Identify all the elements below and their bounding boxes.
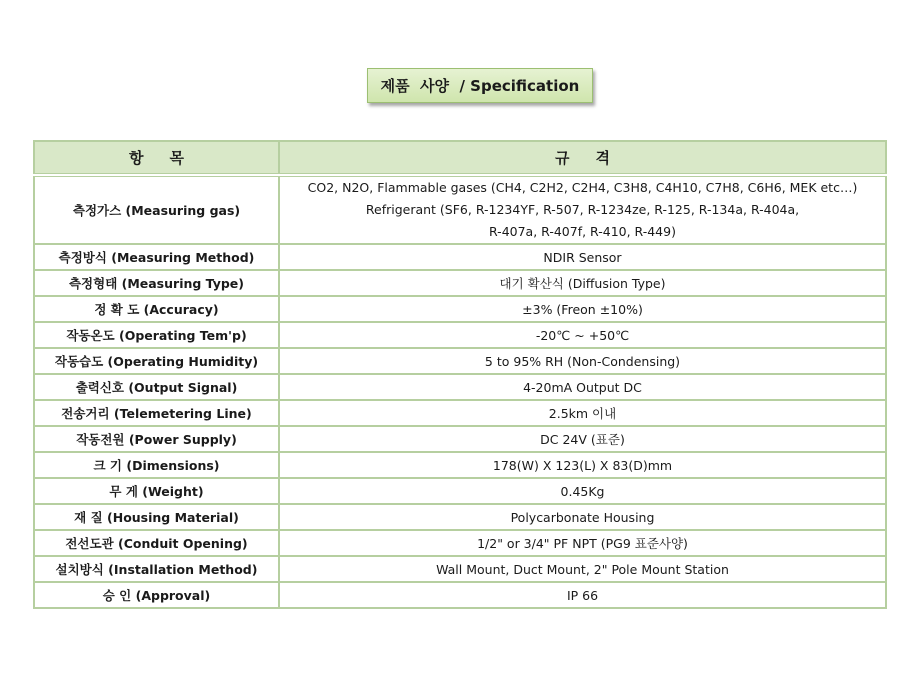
table-row bbox=[34, 478, 886, 504]
row-value: 0.45Kg bbox=[279, 478, 886, 504]
row-label: 승 인 (Approval) bbox=[34, 582, 279, 608]
table-row bbox=[34, 400, 886, 426]
row-label: 측정방식 (Measuring Method) bbox=[34, 244, 279, 270]
table-header bbox=[34, 141, 886, 175]
row-label: 측정형태 (Measuring Type) bbox=[34, 270, 279, 296]
table-row bbox=[34, 530, 886, 556]
row-value: NDIR Sensor bbox=[279, 244, 886, 270]
table-row bbox=[34, 504, 886, 530]
row-label: 크 기 (Dimensions) bbox=[34, 452, 279, 478]
row-value: -20℃ ~ +50℃ bbox=[279, 322, 886, 348]
row-value: 4-20mA Output DC bbox=[279, 374, 886, 400]
table-row bbox=[34, 426, 886, 452]
table-row bbox=[34, 582, 886, 608]
header-item: 항 목 bbox=[34, 141, 279, 175]
page-title-text: 제품 사양 / Specification bbox=[380, 77, 580, 95]
table-row bbox=[34, 175, 886, 244]
row-value: 1/2" or 3/4" PF NPT (PG9 표준사양) bbox=[279, 530, 886, 556]
row-value-line: R-407a, R-407f, R-410, R-449) bbox=[489, 224, 676, 239]
row-value: Polycarbonate Housing bbox=[279, 504, 886, 530]
specification-table bbox=[33, 140, 887, 609]
row-label: 무 게 (Weight) bbox=[34, 478, 279, 504]
table-row bbox=[34, 556, 886, 582]
header-spec: 규 격 bbox=[279, 141, 886, 175]
row-label: 설치방식 (Installation Method) bbox=[34, 556, 279, 582]
table-row bbox=[34, 244, 886, 270]
table-row bbox=[34, 296, 886, 322]
table-row bbox=[34, 322, 886, 348]
row-value: ±3% (Freon ±10%) bbox=[279, 296, 886, 322]
row-value bbox=[279, 175, 886, 244]
row-label: 재 질 (Housing Material) bbox=[34, 504, 279, 530]
row-value: DC 24V (표준) bbox=[279, 426, 886, 452]
row-label: 작동습도 (Operating Humidity) bbox=[34, 348, 279, 374]
row-value: IP 66 bbox=[279, 582, 886, 608]
table-row bbox=[34, 374, 886, 400]
row-label: 작동전원 (Power Supply) bbox=[34, 426, 279, 452]
row-value: 178(W) X 123(L) X 83(D)mm bbox=[279, 452, 886, 478]
table-row bbox=[34, 270, 886, 296]
row-value: 2.5km 이내 bbox=[279, 400, 886, 426]
row-value-line: Refrigerant (SF6, R-1234YF, R-507, R-1234ze, R-125, R-134a, R-404a, bbox=[365, 202, 800, 217]
row-label: 전송거리 (Telemetering Line) bbox=[34, 400, 279, 426]
row-label: 측정가스 (Measuring gas) bbox=[34, 175, 279, 244]
row-label: 전선도관 (Conduit Opening) bbox=[34, 530, 279, 556]
row-value: 대기 확산식 (Diffusion Type) bbox=[279, 270, 886, 296]
row-value-line: CO2, N2O, Flammable gases (CH4, C2H2, C2H4, C3H8, C4H10, C7H8, C6H6, MEK etc…) bbox=[307, 180, 858, 195]
table-row bbox=[34, 348, 886, 374]
table-row bbox=[34, 452, 886, 478]
row-value: 5 to 95% RH (Non-Condensing) bbox=[279, 348, 886, 374]
row-label: 정 확 도 (Accuracy) bbox=[34, 296, 279, 322]
row-label: 출력신호 (Output Signal) bbox=[34, 374, 279, 400]
row-label: 작동온도 (Operating Tem'p) bbox=[34, 322, 279, 348]
row-value: Wall Mount, Duct Mount, 2" Pole Mount Station bbox=[279, 556, 886, 582]
page-title bbox=[367, 68, 593, 103]
